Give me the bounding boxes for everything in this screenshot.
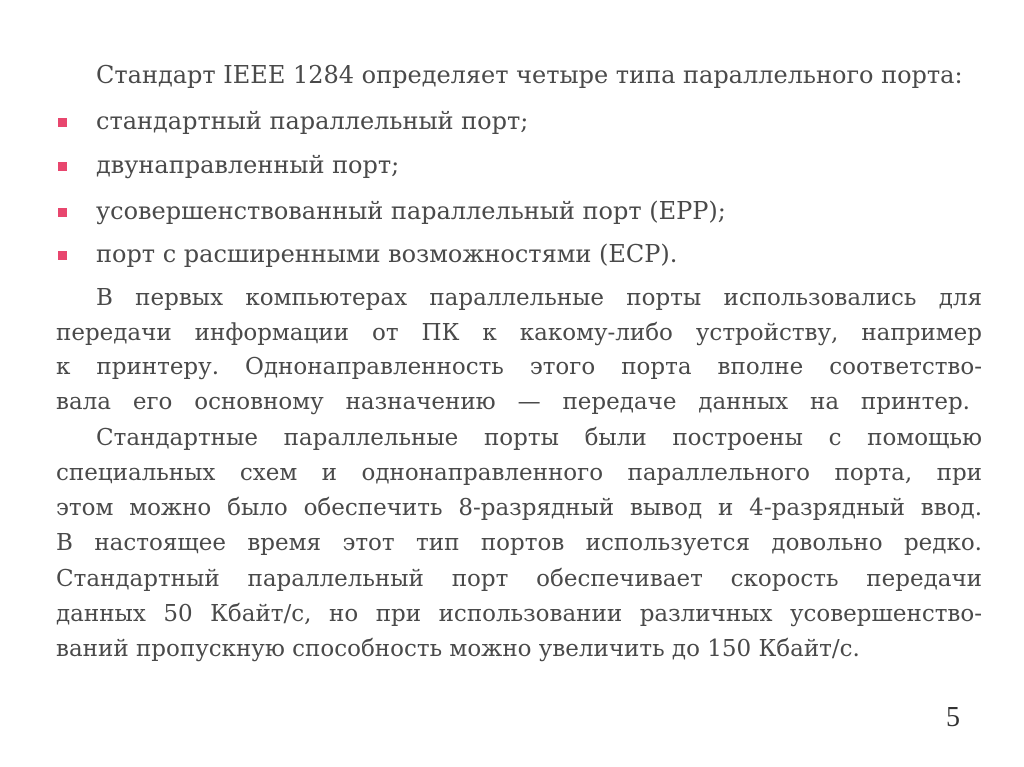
paragraph2-line-3: этом можно было обеспечить 8-разрядный вывод и 4-разрядный ввод. bbox=[56, 495, 982, 521]
bullet-item-4: порт с расширенными возможностями (ECP). bbox=[96, 240, 678, 268]
intro-line: Стандарт IEEE 1284 определяет четыре типа параллельного порта: bbox=[96, 61, 963, 89]
bullet-marker-3 bbox=[58, 208, 67, 217]
bullet-item-2: двунаправленный порт; bbox=[96, 151, 400, 179]
page-number: 5 bbox=[946, 702, 960, 733]
paragraph2-line-5: Стандартный параллельный порт обеспечивает скорость передачи bbox=[56, 566, 982, 592]
bullet-marker-4 bbox=[58, 251, 67, 260]
bullet-marker-2 bbox=[58, 162, 67, 171]
paragraph2-line-2: специальных схем и однонаправленного параллельного порта, при bbox=[56, 460, 982, 486]
bullet-item-1: стандартный параллельный порт; bbox=[96, 107, 529, 135]
bullet-marker-1 bbox=[58, 118, 67, 127]
paragraph2-line-4: В настоящее время этот тип портов используется довольно редко. bbox=[56, 530, 982, 556]
paragraph2-line-6: данных 50 Кбайт/с, но при использовании различных усовершенство- bbox=[56, 601, 982, 627]
paragraph2-line-1: Стандартные параллельные порты были построены с помощью bbox=[96, 425, 982, 451]
bullet-item-3: усовершенствованный параллельный порт (EPP); bbox=[96, 197, 726, 225]
paragraph2-line-7: ваний пропускную способность можно увеличить до 150 Кбайт/с. bbox=[56, 636, 860, 662]
paragraph1-line-1: В первых компьютерах параллельные порты использовались для bbox=[96, 285, 982, 311]
paragraph1-line-2: передачи информации от ПК к какому-либо устройству, например bbox=[56, 320, 982, 346]
paragraph1-line-3: к принтеру. Однонаправленность этого порта вполне соответство- bbox=[56, 354, 982, 380]
paragraph1-line-4: вала его основному назначению — передаче данных на принтер. bbox=[56, 389, 970, 415]
